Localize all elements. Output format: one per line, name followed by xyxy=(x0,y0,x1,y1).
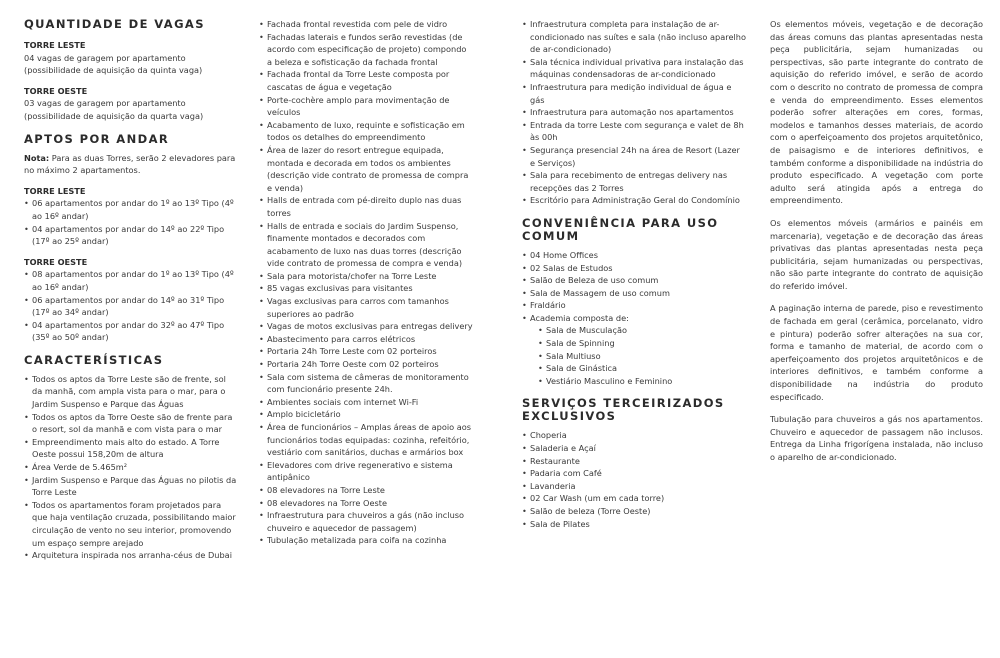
disclaimer-paragraph: Os elementos móveis, vegetação e de decoração das áreas comuns das plantas apresentadas nesta peça publicitária, sejam humanizadas ou perspectivas, são parte integrante do contrato de aquisição do referido imóvel, e serão de acordo com o descrito no contrato de promessa de compra e venda do empreendimento. Esses elementos poderão sofrer alterações em cores, formas, modelos e tamanhos desses materiais, de acordo com o aperfeiçoamento dos projetos arquitetônico, de paisagismo e de interiores definitivos, e também conforme a disponibilidade na indústria do produto especificado. A vegetação com porte adulto será atingida após a entrega do empreendimento. xyxy=(770,19,983,206)
list-item: • Sala de Massagem de uso comum xyxy=(522,287,746,300)
list-item: • 02 Car Wash (um em cada torre) xyxy=(522,492,746,505)
aptos-leste-title: TORRE LESTE xyxy=(24,185,86,196)
list-item: • Segurança presencial 24h na área de Resort (Lazer e Serviços) xyxy=(522,144,746,169)
list-item: • Empreendimento mais alto do estado. A Torre Oeste possui 158,20m de altura xyxy=(24,436,238,461)
list-item: • Porte-cochère amplo para movimentação de veículos xyxy=(259,94,473,119)
list-item: • Sala de Musculação xyxy=(538,324,746,337)
list-item: • Saladeria e Açaí xyxy=(522,442,746,455)
aptos-note xyxy=(24,152,238,177)
list-item: • 06 apartamentos por andar do 14º ao 31º Tipo (17º ao 34º andar) xyxy=(24,294,238,319)
servicos-heading: SERVIÇOS TERCEIRIZADOS EXCLUSIVOS xyxy=(522,396,725,424)
note-text: Para as duas Torres, serão 2 elevadores para no máximo 2 apartamentos. xyxy=(24,152,236,176)
list-item: • Área de lazer do resort entregue equipada, montada e decorada em todos os ambientes (descrição vide contrato de promessa de compra e venda) xyxy=(259,144,473,194)
list-item: • Portaria 24h Torre Leste com 02 porteiros xyxy=(259,345,473,358)
list-item: • Academia composta de: xyxy=(522,312,746,325)
aptos-oeste-list xyxy=(24,268,238,344)
vagas-leste-text: 04 vagas de garagem por apartamento (possibilidade de aquisição da quinta vaga) xyxy=(24,52,203,76)
list-item: • Sala de Spinning xyxy=(538,337,746,350)
infraestrutura-list xyxy=(522,18,746,207)
list-item: • Sala de Pilates xyxy=(522,518,746,531)
list-item: • Sala para motorista/chofer na Torre Leste xyxy=(259,270,473,283)
list-item: • Sala técnica individual privativa para instalação das máquinas condensadoras de ar-condicionado xyxy=(522,56,746,81)
list-item: • Jardim Suspenso e Parque das Águas no pilotis da Torre Leste xyxy=(24,474,238,499)
list-item: • Todos os apartamentos foram projetados para que haja ventilação cruzada, possibilitando maior circulação de vento no seu interior, promovendo um espaço sempre arejado xyxy=(24,499,238,549)
list-item: • Infraestrutura para medição individual de água e gás xyxy=(522,81,746,106)
list-item: • Entrada da torre Leste com segurança e valet de 8h às 00h xyxy=(522,119,746,144)
list-item: • Fachada frontal da Torre Leste composta por cascatas de água e vegetação xyxy=(259,68,473,93)
list-item: • Ambientes sociais com internet Wi-Fi xyxy=(259,396,473,409)
disclaimer-paragraph: Os elementos móveis (armários e painéis em marcenaria), vegetação e de decoração das áreas privativas das plantas apresentadas nesta peça publicitária, sejam humanizadas ou perspectivas, não são parte integrante do contrato de aquisição do referido imóvel. xyxy=(770,217,983,291)
list-item: • Vestiário Masculino e Feminino xyxy=(538,375,746,388)
vagas-leste-title: TORRE LESTE xyxy=(24,40,86,50)
list-item: • Sala para recebimento de entregas delivery nas recepções das 2 Torres xyxy=(522,169,746,194)
list-item: • Amplo bicicletário xyxy=(259,408,473,421)
list-item: • Fachadas laterais e fundos serão revestidas (de acordo com especificação de projeto) compondo a beleza e sofisticação da fachada frontal xyxy=(259,31,473,69)
academia-list xyxy=(522,324,746,387)
list-item: • Todos os aptos da Torre Leste são de frente, sol da manhã, com ampla vista para o mar, para o Jardim Suspenso e Parque das Águas xyxy=(24,373,238,411)
list-item: • Fachada frontal revestida com pele de vidro xyxy=(259,18,473,31)
list-item: • Lavanderia xyxy=(522,480,746,493)
note-label: Nota: xyxy=(24,152,50,163)
list-item: • 08 elevadores na Torre Oeste xyxy=(259,497,473,510)
list-item: • Escritório para Administração Geral do Condomínio xyxy=(522,194,746,207)
list-item: • Arquitetura inspirada nos arranha-céus de Dubai xyxy=(24,549,238,562)
list-item: • 02 Salas de Estudos xyxy=(522,262,746,275)
vagas-oeste-title: TORRE OESTE xyxy=(24,85,88,96)
list-item: • Tubulação metalizada para coifa na cozinha xyxy=(259,534,473,547)
list-item: • Vagas de motos exclusivas para entregas delivery xyxy=(259,320,473,333)
vagas-oeste-text: 03 vagas de garagem por apartamento (possibilidade de aquisição da quarta vaga) xyxy=(24,98,204,121)
column-4-disclaimers xyxy=(770,18,983,464)
list-item: • Salão de beleza (Torre Oeste) xyxy=(522,505,746,518)
caracteristicas-heading: CARACTERÍSTICAS xyxy=(24,352,164,367)
list-item: • 04 apartamentos por andar do 32º ao 47º Tipo (35º ao 50º andar) xyxy=(24,319,238,344)
column-1 xyxy=(24,18,238,562)
list-item: • 08 apartamentos por andar do 1º ao 13º Tipo (4º ao 16º andar) xyxy=(24,268,238,293)
list-item: • 06 apartamentos por andar do 1º ao 13º Tipo (4º ao 16º andar) xyxy=(24,197,238,222)
list-item: • Restaurante xyxy=(522,455,746,468)
list-item: • 08 elevadores na Torre Leste xyxy=(259,484,473,497)
servicos-list xyxy=(522,429,746,530)
list-item: • Elevadores com drive regenerativo e sistema antipânico xyxy=(259,459,473,484)
list-item: • Todos os aptos da Torre Oeste são de frente para o resort, sol da manhã e com vista para o mar xyxy=(24,411,238,436)
vagas-heading: QUANTIDADE DE VAGAS xyxy=(24,17,205,31)
aptos-oeste-title: TORRE OESTE xyxy=(24,256,88,267)
list-item: • Vagas exclusivas para carros com tamanhos superiores ao padrão xyxy=(259,295,473,320)
list-item: • Portaria 24h Torre Oeste com 02 porteiros xyxy=(259,358,473,371)
conveniencia-list xyxy=(522,249,746,325)
disclaimer-paragraph: A paginação interna de parede, piso e revestimento de fachada em geral (cerâmica, porcelanato, vidro e pintura) poderão sofrer alterações na sua cor, forma e tamanho de material, de acordo com o aperfeiçoamento dos projetos arquitetônicos e de interiores definitivos, e também conforme a disponibilidade na indústria do produto especificado. xyxy=(770,303,983,402)
list-item: • 04 Home Offices xyxy=(522,249,746,262)
caracteristicas-list-continued xyxy=(259,18,473,547)
list-item: • Acabamento de luxo, requinte e sofisticação em todos os detalhes do empreendimento xyxy=(259,119,473,144)
caracteristicas-list xyxy=(24,373,238,562)
list-item: • Infraestrutura para chuveiros a gás (não incluso chuveiro e aquecedor de passagem) xyxy=(259,509,473,534)
list-item: • 85 vagas exclusivas para visitantes xyxy=(259,282,473,295)
list-item: • Halls de entrada com pé-direito duplo nas duas torres xyxy=(259,194,473,219)
conveniencia-heading: CONVENIÊNCIA PARA USO COMUM xyxy=(522,215,719,243)
list-item: • Área de funcionários – Amplas áreas de apoio aos funcionários todas equipadas: cozinha, refeitório, vestiário com sanitários, duchas e armários box xyxy=(259,421,473,459)
aptos-leste-list xyxy=(24,197,238,247)
list-item: • Sala com sistema de câmeras de monitoramento com funcionário presente 24h. xyxy=(259,371,473,396)
list-item: • Sala de Ginástica xyxy=(538,362,746,375)
column-2 xyxy=(259,18,473,547)
column-3 xyxy=(522,18,746,530)
list-item: • Área Verde de 5.465m² xyxy=(24,461,238,474)
list-item: • Salão de Beleza de uso comum xyxy=(522,274,746,287)
list-item: • Infraestrutura para automação nos apartamentos xyxy=(522,106,746,119)
list-item: • Halls de entrada e sociais do Jardim Suspenso, finamente montados e decorados com acabamento de luxo nas duas torres (descrição vide contrato de promessa de compra e venda) xyxy=(259,220,473,270)
aptos-heading: APTOS POR ANDAR xyxy=(24,131,170,146)
list-item: • Fraldário xyxy=(522,299,746,312)
list-item: • 04 apartamentos por andar do 14º ao 22º Tipo (17º ao 25º andar) xyxy=(24,223,238,248)
list-item: • Abastecimento para carros elétricos xyxy=(259,333,473,346)
list-item: • Choperia xyxy=(522,429,746,442)
disclaimer-paragraph: Tubulação para chuveiros a gás nos apartamentos. Chuveiro e aquecedor de passagem não inclusos. Entrega da Linha frigorígena instalada, não incluso o aparelho de ar-condicionado. xyxy=(770,414,983,462)
list-item: • Sala Multiuso xyxy=(538,350,746,363)
list-item: • Padaria com Café xyxy=(522,467,746,480)
list-item: • Infraestrutura completa para instalação de ar-condicionado nas suítes e sala (não incluso aparelho de ar-condicionado) xyxy=(522,18,746,56)
